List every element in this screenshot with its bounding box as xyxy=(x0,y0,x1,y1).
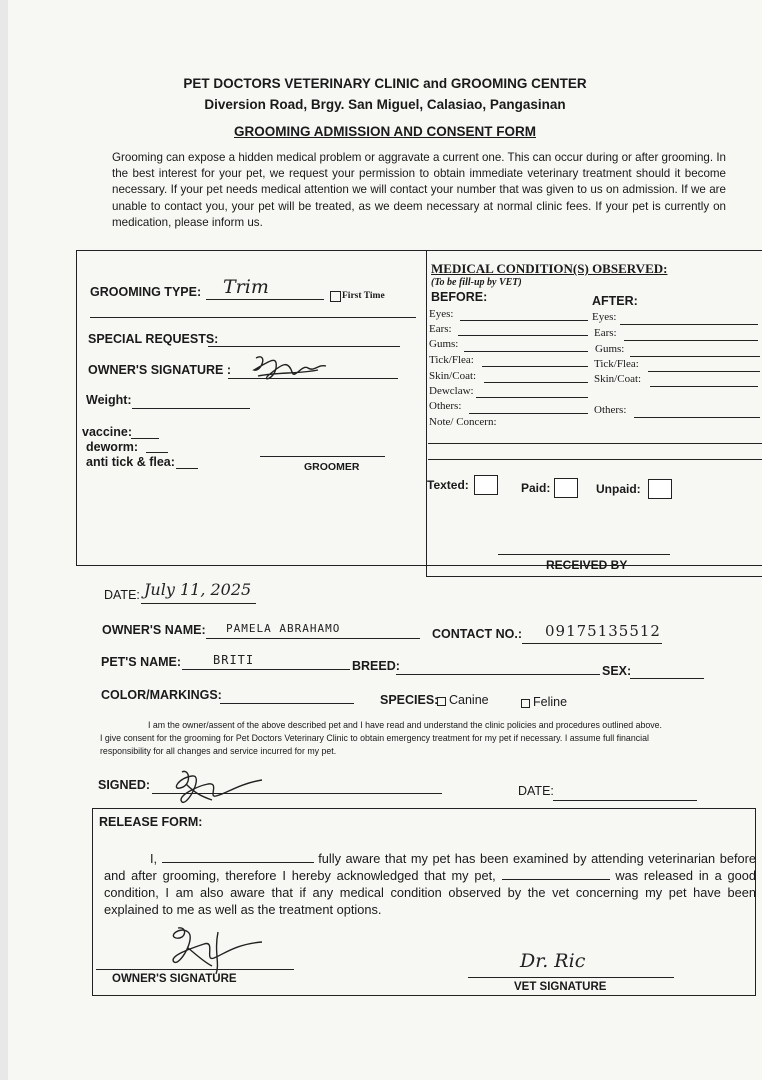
note-label: Note/ Concern: xyxy=(429,416,497,428)
after-skin-line xyxy=(650,386,758,387)
after-tick: Tick/Flea: xyxy=(594,358,639,370)
before-dewclaw-line xyxy=(476,397,588,398)
texted-checkbox[interactable] xyxy=(474,475,498,495)
medical-subtitle: (To be fill-up by VET) xyxy=(431,277,522,288)
received-by-underline xyxy=(426,576,762,577)
paid-label: Paid: xyxy=(521,481,551,495)
date-label: DATE: xyxy=(104,588,140,602)
after-tick-line xyxy=(648,371,760,372)
groomer-line xyxy=(260,456,385,457)
canine-checkbox[interactable] xyxy=(437,697,446,706)
before-eyes: Eyes: xyxy=(429,308,454,320)
after-others: Others: xyxy=(594,404,627,416)
grooming-type-value[interactable]: Trim xyxy=(223,276,269,298)
after-ears-line xyxy=(624,340,758,341)
before-gums: Gums: xyxy=(429,338,459,350)
date-value[interactable]: July 11, 2025 xyxy=(144,580,252,599)
form-page xyxy=(8,0,762,1080)
paid-checkbox[interactable] xyxy=(554,478,578,498)
release-owner-signature-scribble xyxy=(158,922,268,976)
after-gums: Gums: xyxy=(595,343,625,355)
owners-signature-label: OWNER'S SIGNATURE : xyxy=(88,363,232,377)
release-pet-blank[interactable] xyxy=(502,868,610,880)
vaccine-line xyxy=(131,438,159,439)
consent-date-label: DATE: xyxy=(518,784,554,798)
intro-paragraph: Grooming can expose a hidden medical problem or aggravate a current one. This can occur during or after grooming. In the best interest for your pet, we request your permission to obtain immediate veterinary treatment should it become necessary. If your pet needs medical attention we will contact your number that was given to us on admission. If we are unable to contact you, your pet will be treated, as we deem necessary at normal clinic fees. If your pet is currently on medication, please inform us. xyxy=(112,151,726,229)
unpaid-checkbox[interactable] xyxy=(648,479,672,499)
date-line xyxy=(141,603,256,604)
before-dewclaw: Dewclaw: xyxy=(429,385,474,397)
release-text-3: was released in a good condition, I am also aware that if any medical condition observed by the vet concerning my pet have been explained to me as well as the treatment options. xyxy=(104,868,756,917)
color-markings-label: COLOR/MARKINGS: xyxy=(101,688,222,702)
before-gums-line xyxy=(464,351,588,352)
contact-value[interactable]: 09175135512 xyxy=(545,622,661,640)
breed-label: BREED: xyxy=(352,659,400,673)
box-divider xyxy=(426,250,427,576)
release-paragraph xyxy=(104,850,756,918)
before-skin-line xyxy=(484,382,588,383)
signed-label: SIGNED: xyxy=(98,778,151,792)
consent-line-1: I am the owner/assent of the above described pet and I have read and understand the clinic policies and procedures outlined above. xyxy=(148,720,662,730)
release-title: RELEASE FORM: xyxy=(99,815,203,829)
release-owner-blank[interactable] xyxy=(162,851,314,863)
breed-line xyxy=(396,674,600,675)
vaccine-label: vaccine: xyxy=(82,425,133,439)
clinic-name: PET DOCTORS VETERINARY CLINIC and GROOMING CENTER xyxy=(183,76,587,91)
weight-label: Weight: xyxy=(86,393,132,407)
form-title: GROOMING ADMISSION AND CONSENT FORM xyxy=(234,124,536,139)
signed-signature-scribble xyxy=(168,766,268,810)
note-line-1 xyxy=(428,443,762,444)
grooming-extra-line xyxy=(90,317,416,318)
after-gums-line xyxy=(630,356,760,357)
before-ears: Ears: xyxy=(429,323,452,335)
first-time-checkbox[interactable] xyxy=(330,291,341,302)
after-skin: Skin/Coat: xyxy=(594,373,642,385)
pet-name-line xyxy=(182,669,350,670)
release-text-1: I, xyxy=(150,851,162,866)
consent-line-2: I give consent for the grooming for Pet Doctors Veterinary Clinic to obtain emergency treatment for my pet if necessary. I assume full financial xyxy=(100,733,649,743)
anti-tick-line xyxy=(176,468,198,469)
weight-line xyxy=(132,408,250,409)
medical-title: MEDICAL CONDITION(S) OBSERVED: xyxy=(431,261,668,276)
before-label: BEFORE: xyxy=(431,290,488,304)
anti-tick-label: anti tick & flea: xyxy=(86,455,175,469)
contact-label: CONTACT NO.: xyxy=(432,627,523,641)
clinic-address: Diversion Road, Brgy. San Miguel, Calasiao, Pangasinan xyxy=(204,97,566,112)
before-others-line xyxy=(469,413,588,414)
before-tick: Tick/Flea: xyxy=(429,354,474,366)
first-time-label: First Time xyxy=(342,291,385,301)
pet-name-value[interactable]: BRITI xyxy=(213,653,255,667)
deworm-label: deworm: xyxy=(86,440,139,454)
species-label: SPECIES: xyxy=(380,693,439,707)
pet-name-label: PET'S NAME: xyxy=(101,655,182,669)
owner-signature-line xyxy=(96,969,294,970)
release-text-2: fully aware that my pet has been examined by attending veterinarian before and after grooming, therefore I hereby acknowledged that my pet, xyxy=(104,851,756,883)
after-eyes: Eyes: xyxy=(592,311,617,323)
before-skin: Skin/Coat: xyxy=(429,370,477,382)
special-requests-label: SPECIAL REQUESTS: xyxy=(88,332,219,346)
sex-label: SEX: xyxy=(602,664,632,678)
owner-signature-scribble-1 xyxy=(248,350,338,390)
owner-name-label: OWNER'S NAME: xyxy=(102,623,206,637)
color-markings-line xyxy=(220,703,354,704)
special-requests-line xyxy=(208,346,400,347)
grooming-type-label: GROOMING TYPE: xyxy=(90,285,202,299)
before-tick-line xyxy=(482,366,588,367)
before-others: Others: xyxy=(429,400,462,412)
contact-line xyxy=(522,643,662,644)
vet-signature-line xyxy=(468,977,674,978)
feline-label: Feline xyxy=(533,695,568,709)
owner-signature-label: OWNER'S SIGNATURE xyxy=(112,973,237,985)
feline-checkbox[interactable] xyxy=(521,699,530,708)
after-others-line xyxy=(634,417,760,418)
deworm-line xyxy=(146,452,168,453)
owner-name-value[interactable]: PAMELA ABRAHAMO xyxy=(226,622,341,635)
before-ears-line xyxy=(458,335,588,336)
vet-signature-label: VET SIGNATURE xyxy=(514,981,607,993)
vet-signature-value: Dr. Ric xyxy=(520,950,586,972)
before-eyes-line xyxy=(460,320,588,321)
unpaid-label: Unpaid: xyxy=(596,482,641,496)
received-by-label: RECEIVED BY xyxy=(546,558,628,572)
grooming-type-line xyxy=(206,299,324,300)
canine-label: Canine xyxy=(449,693,489,707)
after-eyes-line xyxy=(620,324,758,325)
consent-line-3: responsibility for all changes and service incurred for my pet. xyxy=(100,746,337,756)
received-by-line xyxy=(498,554,670,555)
texted-label: Texted: xyxy=(427,478,469,492)
after-ears: Ears: xyxy=(594,327,617,339)
note-line-2 xyxy=(428,459,762,460)
owner-name-line xyxy=(206,638,420,639)
consent-date-line xyxy=(553,800,697,801)
after-label: AFTER: xyxy=(592,294,638,308)
sex-line xyxy=(630,678,704,679)
groomer-label: GROOMER xyxy=(304,461,360,473)
